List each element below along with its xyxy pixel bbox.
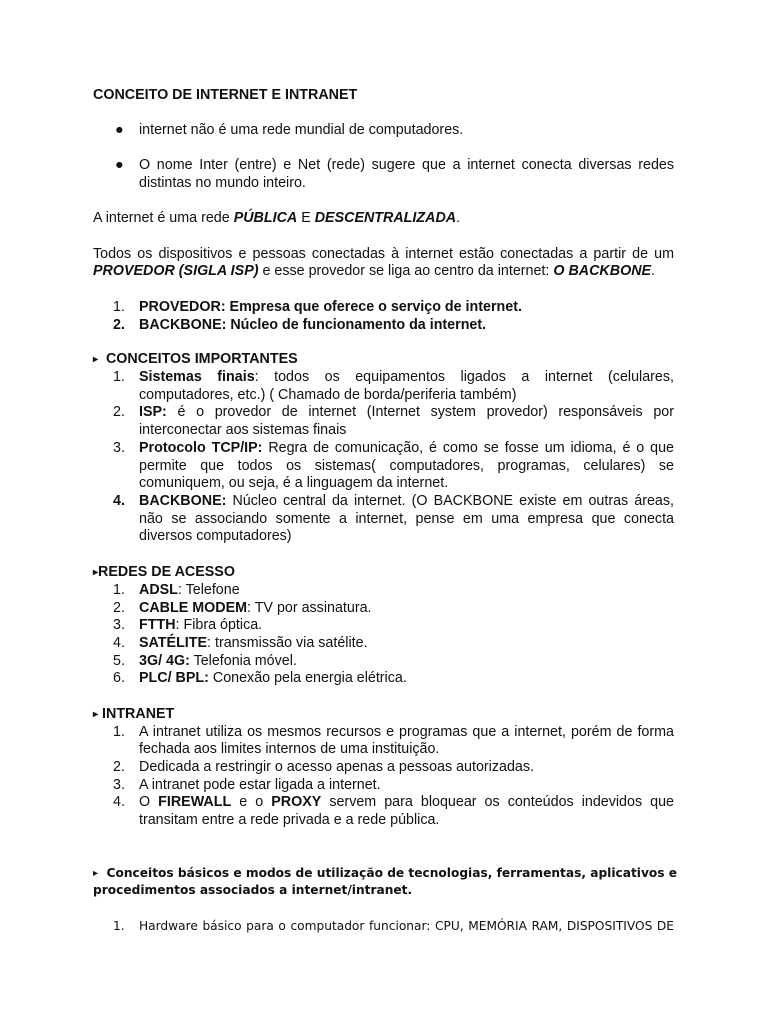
list-number: 4. <box>113 493 125 509</box>
network-term: ADSL <box>139 582 178 598</box>
concept-description: permite que todos os sistemas( computadores, programas, celulares) se <box>139 458 674 474</box>
intranet-text: transitam entre a rede privada e a rede pública. <box>139 812 440 828</box>
network-text <box>139 582 674 600</box>
term-proxy: PROXY <box>271 794 322 810</box>
paragraph-public-network <box>93 210 674 228</box>
footer-heading-line2: procedimentos associados a internet/intranet. <box>93 883 413 897</box>
network-description: Conexão pela energia elétrica. <box>208 670 407 686</box>
arrow-bullet-icon: ▸ <box>93 567 99 578</box>
emphasis-descentralizada: DESCENTRALIZADA <box>314 210 457 226</box>
network-text <box>139 600 674 618</box>
intranet-text: Dedicada a restringir o acesso apenas a pessoas autorizadas. <box>139 759 534 775</box>
term-firewall: FIREWALL <box>158 794 232 810</box>
network-term: CABLE MODEM <box>139 600 248 616</box>
list-number: 2. <box>113 600 125 616</box>
list-number: 4. <box>113 794 125 810</box>
list-number: 2. <box>113 404 125 420</box>
bullet-dot-icon: ● <box>115 122 124 138</box>
network-text <box>139 670 674 688</box>
paragraph-text: . <box>651 263 656 279</box>
paragraph-text: A internet é uma rede <box>93 210 234 226</box>
intranet-text: A intranet pode estar ligada a internet. <box>139 777 381 793</box>
concept-term: BACKBONE: <box>139 493 227 509</box>
intranet-text-part: e o <box>231 794 272 810</box>
list-number: 3. <box>113 440 125 456</box>
network-term: PLC/ BPL: <box>139 670 209 686</box>
definition-text: PROVEDOR: Empresa que oferece o serviço de internet. <box>139 299 522 315</box>
concept-text <box>139 493 674 511</box>
network-term: FTTH <box>139 617 176 633</box>
list-number: 1. <box>113 919 125 933</box>
intranet-text <box>139 794 674 812</box>
bullet-text: internet não é uma rede mundial de computadores. <box>139 122 464 138</box>
concept-description: não se associando somente a internet, pense em uma empresa que conecta <box>139 511 674 527</box>
section-heading-text: INTRANET <box>102 706 175 722</box>
arrow-bullet-icon: ▸ <box>93 868 99 879</box>
network-description: : Fibra óptica. <box>175 617 263 633</box>
list-number: 1. <box>113 724 125 740</box>
paragraph-provider-line2 <box>93 263 674 281</box>
network-text <box>139 653 674 671</box>
section-heading-redes <box>93 564 674 583</box>
section-heading-text: REDES DE ACESSO <box>98 564 235 580</box>
list-number: 6. <box>113 670 125 686</box>
network-description: Telefonia móvel. <box>189 653 297 669</box>
paragraph-text: E <box>297 210 315 226</box>
concept-description: : todos os equipamentos ligados a internet (celulares, <box>254 369 674 385</box>
concept-description: é o provedor de internet (Internet system provedor) responsáveis por <box>166 404 674 420</box>
concept-description: comuniquem, ou seja, é a linguagem da internet. <box>139 475 449 491</box>
list-number: 3. <box>113 617 125 633</box>
emphasis-publica: PÚBLICA <box>233 210 298 226</box>
intranet-text: A intranet utiliza os mesmos recursos e programas que a internet, porém de forma <box>139 724 674 740</box>
list-number: 5. <box>113 653 125 669</box>
list-number: 1. <box>113 582 125 598</box>
list-number: 1. <box>113 299 125 315</box>
intranet-text-part: servem para bloquear os conteúdos indevidos que <box>321 794 674 810</box>
list-number: 2. <box>113 759 125 775</box>
list-number: 3. <box>113 777 125 793</box>
section-heading-intranet <box>93 706 674 725</box>
network-description: : transmissão via satélite. <box>207 635 368 651</box>
section-heading-conceitos <box>93 351 674 370</box>
concept-text <box>139 369 674 387</box>
document-title: CONCEITO DE INTERNET E INTRANET <box>93 87 358 103</box>
section-heading-text: CONCEITOS IMPORTANTES <box>105 351 298 367</box>
network-text <box>139 635 674 653</box>
network-description: : Telefone <box>177 582 240 598</box>
concept-description: interconectar aos sistemas finais <box>139 422 347 438</box>
intranet-text-part: O <box>139 794 159 810</box>
network-description: : TV por assinatura. <box>247 600 372 616</box>
network-term: SATÉLITE <box>139 635 208 651</box>
concept-description: computadores, etc.) ( Chamado de borda/periferia também) <box>139 387 517 403</box>
concept-description: Regra de comunicação, é como se fosse um idioma, é o que <box>262 440 674 456</box>
footer-heading-text: Conceitos básicos e modos de utilização de tecnologias, ferramentas, aplicativos e <box>106 866 678 880</box>
list-number: 2. <box>113 317 125 333</box>
footer-item-text: Hardware básico para o computador funcionar: CPU, MEMÓRIA RAM, DISPOSITIVOS DE <box>139 919 674 933</box>
concept-term: Sistemas finais <box>139 369 255 385</box>
bullet-text: O nome Inter (entre) e Net (rede) sugere que a internet conecta diversas redes <box>139 157 674 173</box>
concept-term: Protocolo TCP/IP: <box>139 440 263 456</box>
paragraph-text: . <box>456 210 461 226</box>
emphasis-backbone: O BACKBONE <box>553 263 652 279</box>
arrow-bullet-icon: ▸ <box>93 709 99 720</box>
network-term: 3G/ 4G: <box>139 653 190 669</box>
paragraph-provider-line1: Todos os dispositivos e pessoas conectadas à internet estão conectadas a partir de um <box>93 246 674 262</box>
concept-description: diversos computadores) <box>139 528 292 544</box>
bullet-text: distintas no mundo inteiro. <box>139 175 306 191</box>
bullet-dot-icon: ● <box>115 157 124 173</box>
concept-term: ISP: <box>139 404 167 420</box>
concept-description: Núcleo central da internet. (O BACKBONE existe em outras áreas, <box>226 493 674 509</box>
footer-heading-line1 <box>93 865 678 884</box>
emphasis-provedor: PROVEDOR (SIGLA ISP) <box>93 263 259 279</box>
list-number: 1. <box>113 369 125 385</box>
concept-text <box>139 440 674 458</box>
concept-text <box>139 404 674 422</box>
intranet-text: fechada aos limites internos de uma instituição. <box>139 741 440 757</box>
network-text <box>139 617 674 635</box>
paragraph-text: e esse provedor se liga ao centro da internet: <box>258 263 554 279</box>
list-number: 4. <box>113 635 125 651</box>
definition-text: BACKBONE: Núcleo de funcionamento da internet. <box>139 317 487 333</box>
arrow-bullet-icon: ▸ <box>93 354 99 365</box>
